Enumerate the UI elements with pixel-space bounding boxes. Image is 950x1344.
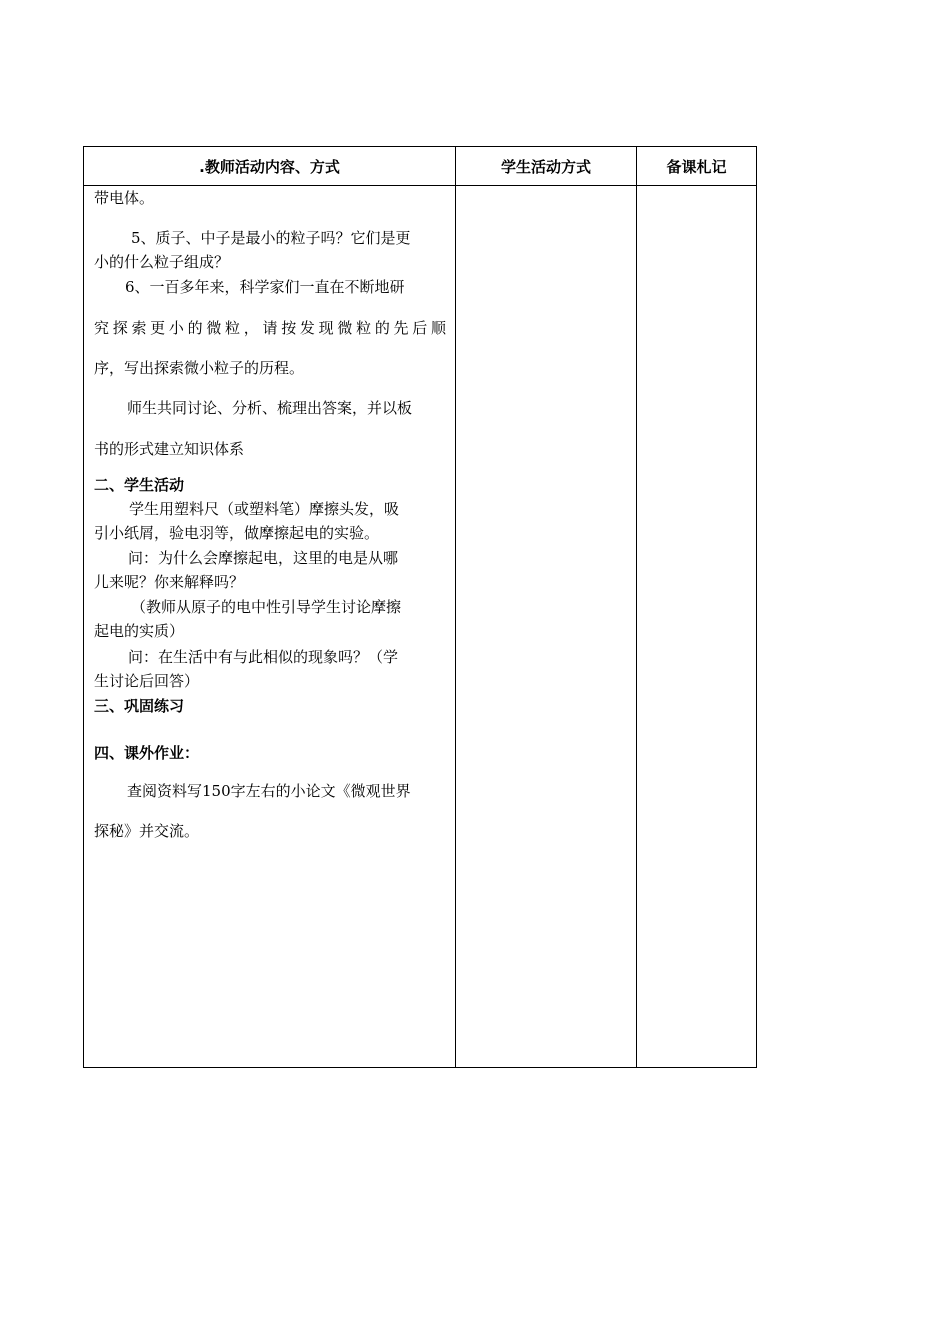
prep-notes-cell	[637, 186, 757, 1068]
text-line: 书的形式建立知识体系	[94, 440, 245, 458]
student-activity-cell	[456, 186, 637, 1068]
text-line: 学生用塑料尺（或塑料笔）摩擦头发，吸	[129, 500, 400, 518]
text-line: 生讨论后回答）	[94, 672, 200, 690]
text-line: 查阅资料写150字左右的小论文《微观世界	[127, 782, 411, 800]
section-heading: 二、学生活动	[94, 476, 185, 494]
text-line: 儿来呢？你来解释吗？	[94, 573, 245, 591]
section-heading: 四、课外作业：	[94, 744, 200, 762]
text-line: 序，写出探索微小粒子的历程。	[94, 359, 305, 377]
teacher-activity-content	[84, 186, 455, 1067]
text-line: 6、一百多年来，科学家们一直在不断地研	[125, 278, 405, 296]
text-line: 探秘》并交流。	[94, 822, 200, 840]
text-line: 带电体。	[94, 189, 155, 207]
text-line: 起电的实质）	[94, 622, 185, 640]
table-header-row	[84, 147, 757, 186]
header-student-activity: 学生活动方式	[456, 147, 637, 186]
text-line: 问：为什么会摩擦起电，这里的电是从哪	[128, 549, 399, 567]
header-teacher-activity: .教师活动内容、方式	[84, 147, 456, 186]
text-line: 师生共同讨论、分析、梳理出答案，并以板	[127, 399, 413, 417]
text-line: 究探索更小的微粒，请按发现微粒的先后顺	[94, 319, 446, 337]
text-line: 引小纸屑，验电羽等，做摩擦起电的实验。	[94, 524, 380, 542]
section-heading: 三、巩固练习	[94, 697, 185, 715]
table-body-row	[84, 186, 757, 1068]
lesson-plan-table	[83, 146, 757, 1068]
text-line: 小的什么粒子组成？	[94, 253, 230, 271]
text-line: （教师从原子的电中性引导学生讨论摩擦	[131, 598, 402, 616]
header-prep-notes: 备课札记	[637, 147, 757, 186]
text-line: 5、质子、中子是最小的粒子吗？它们是更	[131, 229, 411, 247]
teacher-activity-cell	[84, 186, 456, 1068]
text-line: 问：在生活中有与此相似的现象吗？（学	[128, 648, 399, 666]
